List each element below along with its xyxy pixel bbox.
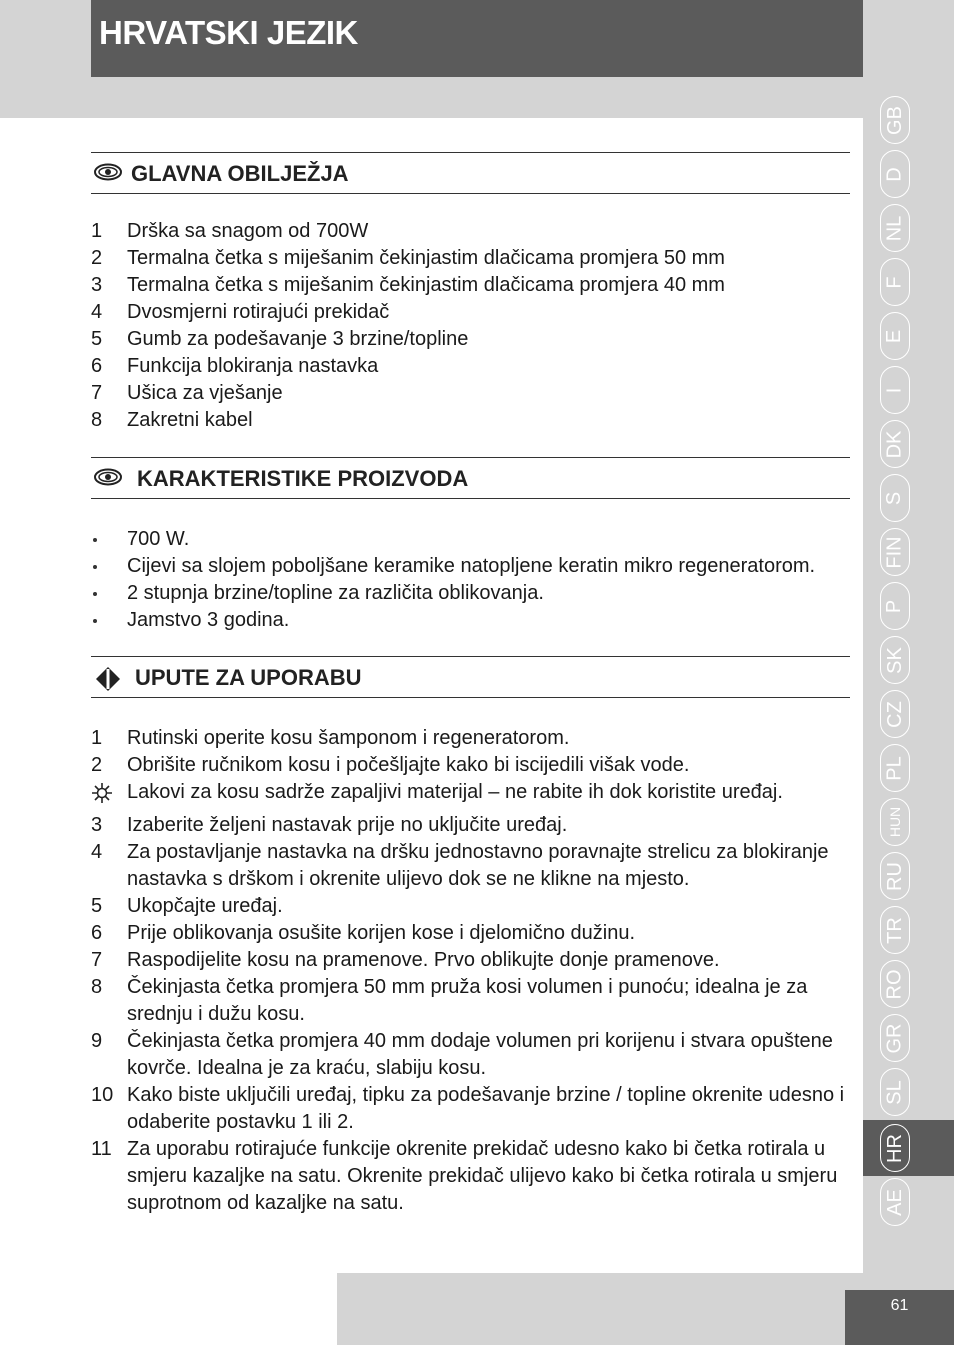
list-item bbox=[91, 272, 850, 299]
section-title: KARAKTERISTIKE PROIZVODA bbox=[137, 465, 469, 491]
tab-label: P bbox=[883, 599, 906, 613]
tab-label: DK bbox=[883, 430, 906, 458]
list-item bbox=[91, 752, 850, 779]
list-item bbox=[91, 893, 850, 920]
list-item bbox=[91, 407, 850, 434]
tab-label: HR bbox=[883, 1133, 906, 1163]
item-text: Ušica za vješanje bbox=[127, 382, 283, 404]
tab-nl[interactable] bbox=[880, 204, 910, 252]
tab-label: E bbox=[883, 329, 906, 343]
item-text: Lakovi za kosu sadrže zapaljivi materijal – ne rabite ih dok koristite uređaj. bbox=[127, 781, 783, 803]
tab-label: F bbox=[883, 275, 906, 289]
features-list bbox=[91, 218, 850, 434]
tab-ru[interactable] bbox=[880, 852, 910, 900]
bullet-icon bbox=[91, 580, 127, 607]
list-item bbox=[91, 725, 850, 752]
section-heading-features bbox=[91, 152, 850, 194]
item-text: Gumb za podešavanje 3 brzine/topline bbox=[127, 328, 469, 350]
item-number: 9 bbox=[91, 1030, 103, 1052]
tab-label: FIN bbox=[883, 535, 906, 569]
header-bar bbox=[91, 0, 863, 77]
item-text: Prije oblikovanja osušite korijen kose i djelomično dužinu. bbox=[127, 922, 636, 944]
item-text: Čekinjasta četka promjera 40 mm dodaje volumen pri korijenu i stvara opuštene kovrče. Idealna je za kraću, slabiju kosu. bbox=[127, 1030, 833, 1079]
tab-s[interactable] bbox=[880, 474, 910, 522]
list-item bbox=[91, 553, 850, 580]
item-text: Izaberite željeni nastavak prije no uključite uređaj. bbox=[127, 814, 568, 836]
item-number: 3 bbox=[91, 814, 103, 836]
item-text: 700 W. bbox=[127, 528, 190, 550]
list-item bbox=[91, 299, 850, 326]
item-text: Rutinski operite kosu šamponom i regeneratorom. bbox=[127, 727, 570, 749]
list-item bbox=[91, 218, 850, 245]
page-number: 61 bbox=[890, 1297, 909, 1314]
item-number: 5 bbox=[91, 328, 103, 350]
bullet-icon bbox=[91, 607, 127, 634]
tab-sk[interactable] bbox=[880, 636, 910, 684]
page-body-foot bbox=[0, 1273, 337, 1345]
item-number: 8 bbox=[91, 976, 103, 998]
tab-cz[interactable] bbox=[880, 690, 910, 738]
item-text: Termalna četka s miješanim čekinjastim dlačicama promjera 40 mm bbox=[127, 274, 725, 296]
list-item bbox=[91, 353, 850, 380]
list-item bbox=[91, 1082, 850, 1136]
tab-label: NL bbox=[883, 215, 906, 241]
tab-hun[interactable] bbox=[880, 798, 910, 846]
tab-gb[interactable] bbox=[880, 96, 910, 144]
content bbox=[91, 152, 850, 1217]
item-text: Za uporabu rotirajuće funkcije okrenite prekidač udesno kako bi četka rotirala u smjeru kazaljke na satu. Okrenite prekidač ulijevo kako bi četka rotirala u smjeru suprotnom od kazaljke na satu. bbox=[127, 1138, 838, 1214]
item-number: 4 bbox=[91, 841, 103, 863]
item-number: 4 bbox=[91, 301, 103, 323]
tab-label: SL bbox=[883, 1079, 906, 1105]
tab-fin[interactable] bbox=[880, 528, 910, 576]
tab-ae[interactable] bbox=[880, 1178, 910, 1226]
list-item bbox=[91, 1136, 850, 1217]
item-number: 6 bbox=[91, 355, 103, 377]
item-number: 1 bbox=[91, 220, 103, 242]
item-text: Obrišite ručnikom kosu i počešljajte kako bi iscijedili višak vode. bbox=[127, 754, 690, 776]
tab-p[interactable] bbox=[880, 582, 910, 630]
tab-ro[interactable] bbox=[880, 960, 910, 1008]
tab-d[interactable] bbox=[880, 150, 910, 198]
tab-gr[interactable] bbox=[880, 1014, 910, 1062]
characteristics-list bbox=[91, 526, 850, 634]
item-text: Kako biste uključili uređaj, tipku za podešavanje brzine / topline okrenite udesno i odaberite postavku 1 ili 2. bbox=[127, 1084, 845, 1133]
item-text: Zakretni kabel bbox=[127, 409, 253, 431]
list-item bbox=[91, 580, 850, 607]
arrow-icon bbox=[93, 666, 123, 688]
list-item bbox=[91, 947, 850, 974]
tab-label: CZ bbox=[883, 700, 906, 728]
section-heading-instructions bbox=[91, 656, 850, 698]
tab-hr[interactable] bbox=[880, 1124, 910, 1172]
list-item bbox=[91, 974, 850, 1028]
instructions-list bbox=[91, 725, 850, 1217]
tab-label: GR bbox=[883, 1023, 906, 1053]
tab-f[interactable] bbox=[880, 258, 910, 306]
tab-label: TR bbox=[883, 916, 906, 944]
tab-label: S bbox=[883, 491, 906, 505]
bullet-icon bbox=[91, 526, 127, 553]
list-item-warning bbox=[91, 779, 850, 812]
item-text: Za postavljanje nastavka na dršku jednostavno poravnajte strelicu za blokiranje nastavka s drškom i okrenite ulijevo dok se ne klikne na mjesto. bbox=[127, 841, 829, 890]
page-title: HRVATSKI JEZIK bbox=[99, 14, 358, 51]
item-number: 3 bbox=[91, 274, 103, 296]
item-number: 7 bbox=[91, 382, 103, 404]
item-text: 2 stupnja brzine/topline za različita oblikovanja. bbox=[127, 582, 544, 604]
section-heading-characteristics bbox=[91, 457, 850, 499]
item-number: 5 bbox=[91, 895, 103, 917]
tab-label: AE bbox=[883, 1188, 906, 1216]
item-number: 1 bbox=[91, 727, 103, 749]
item-number: 7 bbox=[91, 949, 103, 971]
eye-icon bbox=[93, 467, 123, 489]
tab-i[interactable] bbox=[880, 366, 910, 414]
item-text: Raspodijelite kosu na pramenove. Prvo oblikujte donje pramenove. bbox=[127, 949, 720, 971]
tab-dk[interactable] bbox=[880, 420, 910, 468]
bullet-icon bbox=[91, 553, 127, 580]
list-item bbox=[91, 245, 850, 272]
item-number: 10 bbox=[91, 1084, 114, 1106]
tab-tr[interactable] bbox=[880, 906, 910, 954]
item-text: Funkcija blokiranja nastavka bbox=[127, 355, 379, 377]
page-number-box bbox=[845, 1290, 954, 1345]
list-item bbox=[91, 326, 850, 353]
item-text: Cijevi sa slojem poboljšane keramike natopljene keratin mikro regeneratorom. bbox=[127, 555, 816, 577]
item-number: 11 bbox=[91, 1138, 112, 1160]
item-text: Ukopčajte uređaj. bbox=[127, 895, 283, 917]
item-text: Dvosmjerni rotirajući prekidač bbox=[127, 301, 390, 323]
tab-sl[interactable] bbox=[880, 1068, 910, 1116]
item-text: Drška sa snagom od 700W bbox=[127, 220, 369, 242]
tab-label: GB bbox=[883, 105, 906, 135]
item-text: Čekinjasta četka promjera 50 mm pruža kosi volumen i punoću; idealna je za srednju i dužu kosu. bbox=[127, 976, 808, 1025]
list-item bbox=[91, 812, 850, 839]
eye-icon bbox=[93, 162, 123, 184]
tab-label: D bbox=[883, 166, 906, 182]
item-number: 2 bbox=[91, 247, 103, 269]
section-title: GLAVNA OBILJEŽJA bbox=[131, 160, 349, 186]
item-text: Termalna četka s miješanim čekinjastim dlačicama promjera 50 mm bbox=[127, 247, 725, 269]
item-number: 8 bbox=[91, 409, 103, 431]
tab-label: RU bbox=[883, 861, 906, 891]
tab-e[interactable] bbox=[880, 312, 910, 360]
item-number: 2 bbox=[91, 754, 103, 776]
item-text: Jamstvo 3 godina. bbox=[127, 609, 290, 631]
list-item bbox=[91, 1028, 850, 1082]
list-item bbox=[91, 607, 850, 634]
tab-label: I bbox=[883, 387, 906, 393]
tab-label: PL bbox=[883, 755, 906, 781]
tab-label: HUN bbox=[887, 806, 903, 838]
item-number: 6 bbox=[91, 922, 103, 944]
tab-label: RO bbox=[883, 969, 906, 999]
list-item bbox=[91, 526, 850, 553]
list-item bbox=[91, 839, 850, 893]
tab-pl[interactable] bbox=[880, 744, 910, 792]
warning-icon bbox=[91, 779, 127, 812]
section-title: UPUTE ZA UPORABU bbox=[135, 664, 362, 690]
list-item bbox=[91, 380, 850, 407]
language-tabs bbox=[863, 94, 954, 1224]
tab-label: SK bbox=[883, 646, 906, 674]
list-item bbox=[91, 920, 850, 947]
